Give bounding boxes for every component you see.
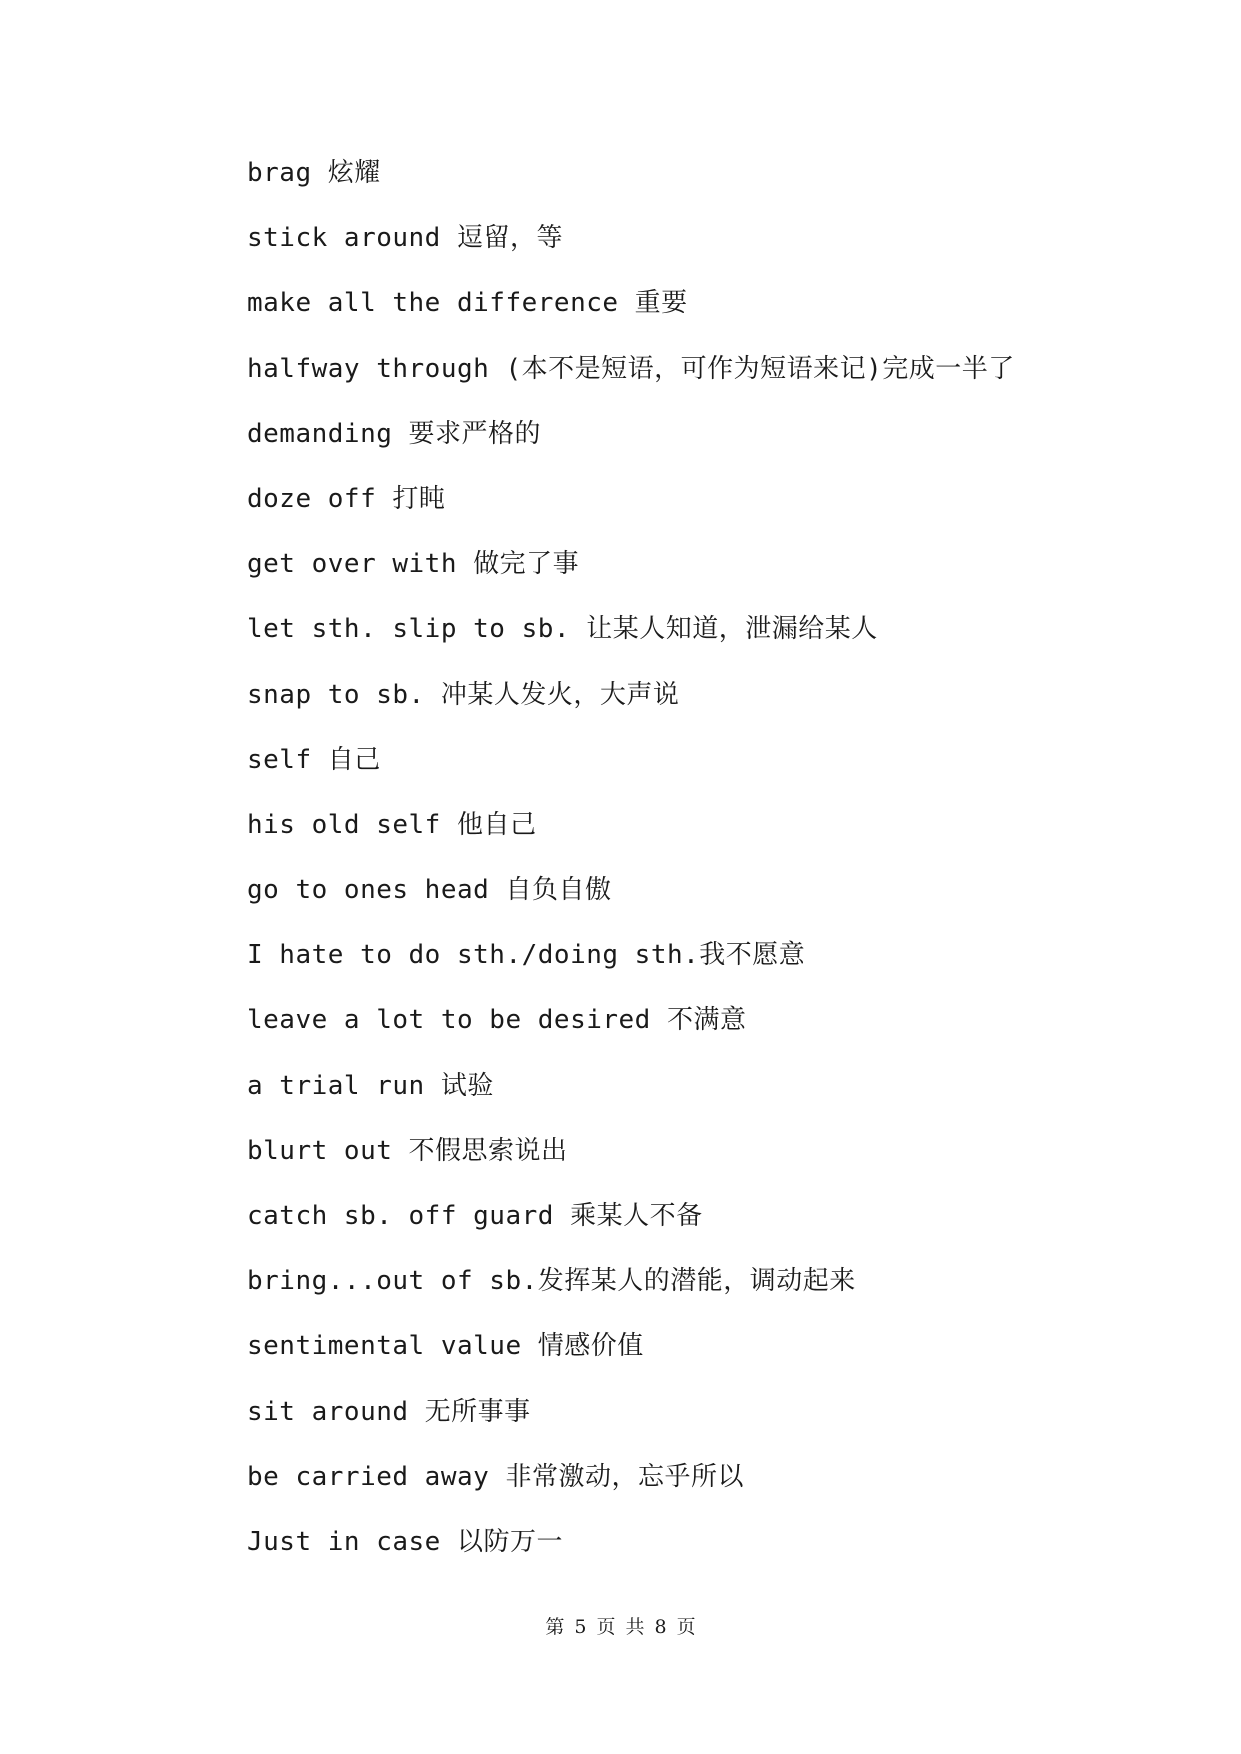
phrase-entry: bring...out of sb.发挥某人的潜能，调动起来 bbox=[247, 1266, 856, 1297]
phrase-entry: brag 炫耀 bbox=[247, 158, 381, 188]
page-footer: 第 5 页 共 8 页 bbox=[545, 1616, 696, 1638]
phrase-entry: his old self 他自己 bbox=[247, 809, 537, 840]
phrase-entry: halfway through (本不是短语，可作为短语来记)完成一半了 bbox=[247, 353, 1015, 384]
phrase-entry: let sth. slip to sb. 让某人知道，泄漏给某人 bbox=[247, 614, 878, 645]
phrase-entry: get over with 做完了事 bbox=[247, 549, 580, 580]
phrase-entry: I hate to do sth./doing sth.我不愿意 bbox=[247, 940, 806, 971]
phrase-entry: go to ones head 自负自傲 bbox=[247, 875, 612, 906]
phrase-entry: leave a lot to be desired 不满意 bbox=[247, 1005, 747, 1036]
phrase-entry: snap to sb. 冲某人发火，大声说 bbox=[247, 679, 680, 710]
phrase-entry: a trial run 试验 bbox=[247, 1070, 494, 1101]
phrase-entry: sit around 无所事事 bbox=[247, 1396, 531, 1427]
phrase-entry: stick around 逗留，等 bbox=[247, 223, 563, 254]
phrase-entry: catch sb. off guard 乘某人不备 bbox=[247, 1201, 703, 1231]
phrase-entry: doze off 打盹 bbox=[247, 483, 446, 514]
phrase-entry: self 自己 bbox=[247, 744, 381, 775]
phrase-entry: make all the difference 重要 bbox=[247, 288, 688, 319]
phrase-entry: sentimental value 情感价值 bbox=[247, 1331, 644, 1362]
phrase-list bbox=[247, 160, 1147, 1594]
phrase-entry: Just in case 以防万一 bbox=[247, 1526, 563, 1557]
phrase-entry: be carried away 非常激动，忘乎所以 bbox=[247, 1461, 744, 1492]
phrase-entry: demanding 要求严格的 bbox=[247, 418, 542, 449]
phrase-entry: blurt out 不假思索说出 bbox=[247, 1135, 568, 1166]
